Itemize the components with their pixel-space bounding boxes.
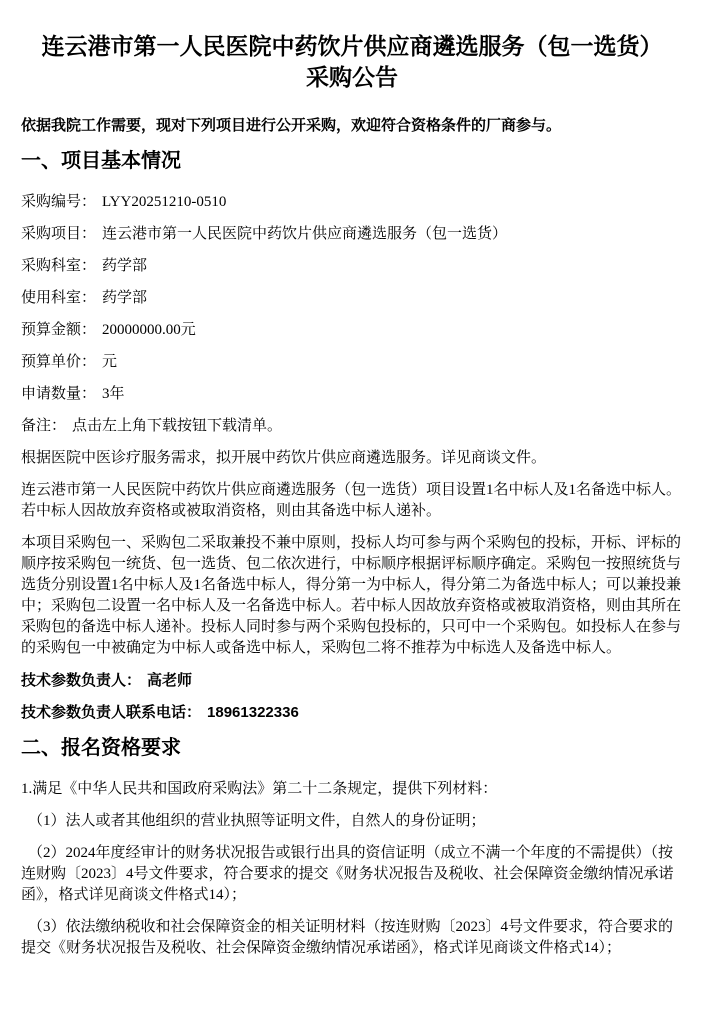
field-label: 预算单价：	[21, 354, 97, 370]
field-value: 药学部	[102, 258, 148, 274]
field-label: 申请数量：	[21, 386, 97, 402]
field-value: 连云港市第一人民医院中药饮片供应商遴选服务（包一选货）	[102, 226, 508, 242]
field-label: 技术参数负责人：	[21, 672, 142, 689]
qualification-item-3: （3）依法缴纳税收和社会保障资金的相关证明材料（按连财购〔2023〕4号文件要求，符合要求的提交《财务状况报告及税收、社会保障资金缴纳情况承诺函》，格式详见商谈文件格式14）；	[21, 919, 674, 956]
qualification-item-2: （2）2024年度经审计的财务状况报告或银行出具的资信证明（成立不满一个年度的不需提供）（按连财购〔2023〕4号文件要求，符合要求的提交《财务状况报告及税收、社会保障资金缴纳情况承诺函》，格式详见商谈文件格式14）；	[21, 845, 674, 903]
field-value: 高老师	[147, 672, 193, 689]
field-value: 20000000.00元	[102, 322, 196, 338]
tech-contact-row	[21, 670, 683, 691]
field-row-budget-unit-price	[21, 352, 683, 373]
field-value: 18961322336	[207, 704, 299, 721]
page-title: 连云港市第一人民医院中药饮片供应商遴选服务（包一选货）采购公告	[41, 33, 663, 90]
field-row-procurement-department	[21, 256, 683, 277]
paragraph-service-demand: 根据医院中医诊疗服务需求，拟开展中药饮片供应商遴选服务。详见商谈文件。	[21, 450, 547, 466]
field-value: 3年	[102, 386, 125, 402]
field-row-procurement-project	[21, 224, 683, 245]
field-row-requested-quantity	[21, 384, 683, 405]
field-row-budget-amount	[21, 320, 683, 341]
field-label: 技术参数负责人联系电话：	[21, 704, 202, 721]
qualification-item-1: （1）法人或者其他组织的营业执照等证明文件，自然人的身份证明；	[28, 813, 486, 829]
field-label: 使用科室：	[21, 290, 97, 306]
field-row-using-department	[21, 288, 683, 309]
section-heading-basic-info: 一、项目基本情况	[21, 150, 181, 172]
paragraph-winner-setup: 连云港市第一人民医院中药饮片供应商遴选服务（包一选货）项目设置1名中标人及1名备选中标人。若中标人因故放弃资格或被取消资格，则由其备选中标人递补。	[21, 482, 682, 519]
section-heading-qualification: 二、报名资格要求	[21, 737, 181, 759]
qualification-lead: 1.满足《中华人民共和国政府采购法》第二十二条规定，提供下列材料：	[21, 781, 498, 797]
field-value: LYY20251210-0510	[102, 194, 227, 210]
field-label: 采购编号：	[21, 194, 97, 210]
field-row-remark	[21, 416, 683, 437]
field-value: 药学部	[102, 290, 148, 306]
field-label: 采购项目：	[21, 226, 97, 242]
field-value: 元	[102, 354, 118, 370]
announcement-document	[0, 31, 704, 990]
field-label: 采购科室：	[21, 258, 97, 274]
field-label: 预算金额：	[21, 322, 97, 338]
tech-contact-phone-row	[21, 702, 683, 723]
field-row-procurement-number	[21, 192, 683, 213]
paragraph-package-rules: 本项目采购包一、采购包二采取兼投不兼中原则，投标人均可参与两个采购包的投标，开标、评标的顺序按采购包一统货、包一选货、包二依次进行，中标顺序根据评标顺序确定。采购包一按照统货与选货分别设置1名中标人及1名备选中标人，得分第一为中标人，得分第二为备选中标人；可以兼投兼中；采购包二设置一名中标人及一名备选中标人。若中标人因故放弃资格或被取消资格，则由其所在采购包的备选中标人递补。投标人同时参与两个采购包投标的，只可中一个采购包。如投标人在参与的采购包一中被确定为中标人或备选中标人，采购包二将不推荐为中标选人及备选中标人。	[21, 535, 682, 656]
field-value: 点击左上角下载按钮下载清单。	[72, 418, 283, 434]
intro-text: 依据我院工作需要，现对下列项目进行公开采购，欢迎符合资格条件的厂商参与。	[21, 117, 562, 134]
field-label: 备注：	[21, 418, 67, 434]
